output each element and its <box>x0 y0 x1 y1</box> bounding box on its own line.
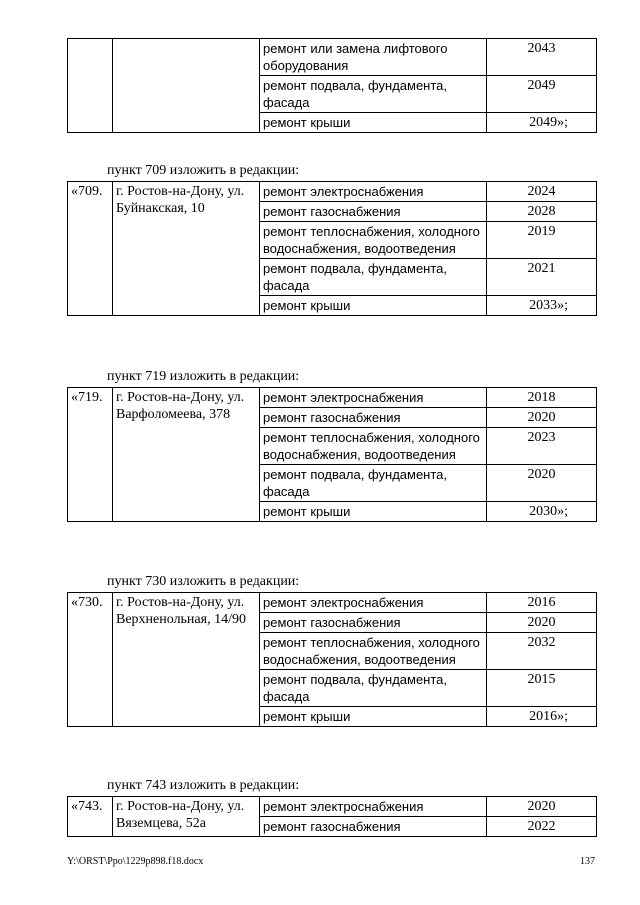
table-row <box>68 593 597 613</box>
year-cell: 2016»; <box>487 707 597 727</box>
work-type-cell: ремонт электроснабжения <box>260 388 487 408</box>
number-cell <box>68 39 113 133</box>
item-number: «730. <box>68 593 113 727</box>
work-type-cell: ремонт крыши <box>260 707 487 727</box>
section-intro-709: пункт 709 изложить в редакции: <box>107 163 300 178</box>
section-intro-743: пункт 743 изложить в редакции: <box>107 778 300 793</box>
table-743 <box>67 796 597 837</box>
work-type-cell: ремонт теплоснабжения, холодного водоснабжения, водоотведения <box>260 222 487 259</box>
work-type-cell: ремонт теплоснабжения, холодного водоснабжения, водоотведения <box>260 633 487 670</box>
address: г. Ростов-на-Дону, ул. Вяземцева, 52а <box>113 797 260 837</box>
work-type-cell: ремонт крыши <box>260 502 487 522</box>
work-type-cell: ремонт подвала, фундамента, фасада <box>260 670 487 707</box>
year-cell: 2020 <box>487 613 597 633</box>
address-cell <box>113 39 260 133</box>
table-continuation <box>67 38 597 133</box>
work-type-cell: ремонт газоснабжения <box>260 202 487 222</box>
year-cell: 2022 <box>487 817 597 837</box>
table-row <box>68 388 597 408</box>
work-type-cell: ремонт теплоснабжения, холодного водоснабжения, водоотведения <box>260 428 487 465</box>
year-cell: 2049»; <box>487 113 597 133</box>
year-cell: 2049 <box>487 76 597 113</box>
work-type-cell: ремонт газоснабжения <box>260 613 487 633</box>
footer-file-path: Y:\ORST\Ppo\1229p898.f18.docx <box>67 856 204 867</box>
table-730 <box>67 592 597 727</box>
work-type-cell: ремонт электроснабжения <box>260 797 487 817</box>
year-cell: 2015 <box>487 670 597 707</box>
year-cell: 2032 <box>487 633 597 670</box>
year-cell: 2030»; <box>487 502 597 522</box>
year-cell: 2024 <box>487 182 597 202</box>
address: г. Ростов-на-Дону, ул. Верхненольная, 14/90 <box>113 593 260 727</box>
table-719 <box>67 387 597 522</box>
year-cell: 2043 <box>487 39 597 76</box>
work-type-cell: ремонт или замена лифтового оборудования <box>260 39 487 76</box>
table-709 <box>67 181 597 316</box>
year-cell: 2018 <box>487 388 597 408</box>
section-intro-719: пункт 719 изложить в редакции: <box>107 369 300 384</box>
year-cell: 2020 <box>487 408 597 428</box>
work-type-cell: ремонт электроснабжения <box>260 593 487 613</box>
year-cell: 2020 <box>487 797 597 817</box>
work-type-cell: ремонт электроснабжения <box>260 182 487 202</box>
year-cell: 2016 <box>487 593 597 613</box>
year-cell: 2023 <box>487 428 597 465</box>
year-cell: 2020 <box>487 465 597 502</box>
address: г. Ростов-на-Дону, ул. Варфоломеева, 378 <box>113 388 260 522</box>
work-type-cell: ремонт подвала, фундамента, фасада <box>260 465 487 502</box>
year-cell: 2021 <box>487 259 597 296</box>
item-number: «743. <box>68 797 113 837</box>
work-type-cell: ремонт крыши <box>260 113 487 133</box>
section-intro-730: пункт 730 изложить в редакции: <box>107 574 300 589</box>
year-cell: 2033»; <box>487 296 597 316</box>
table-row <box>68 797 597 817</box>
year-cell: 2028 <box>487 202 597 222</box>
work-type-cell: ремонт газоснабжения <box>260 817 487 837</box>
work-type-cell: ремонт подвала, фундамента, фасада <box>260 259 487 296</box>
work-type-cell: ремонт подвала, фундамента, фасада <box>260 76 487 113</box>
year-cell: 2019 <box>487 222 597 259</box>
item-number: «709. <box>68 182 113 316</box>
page-number: 137 <box>580 856 595 867</box>
work-type-cell: ремонт газоснабжения <box>260 408 487 428</box>
work-type-cell: ремонт крыши <box>260 296 487 316</box>
table-row <box>68 182 597 202</box>
address: г. Ростов-на-Дону, ул. Буйнакская, 10 <box>113 182 260 316</box>
item-number: «719. <box>68 388 113 522</box>
table-row <box>68 39 597 76</box>
